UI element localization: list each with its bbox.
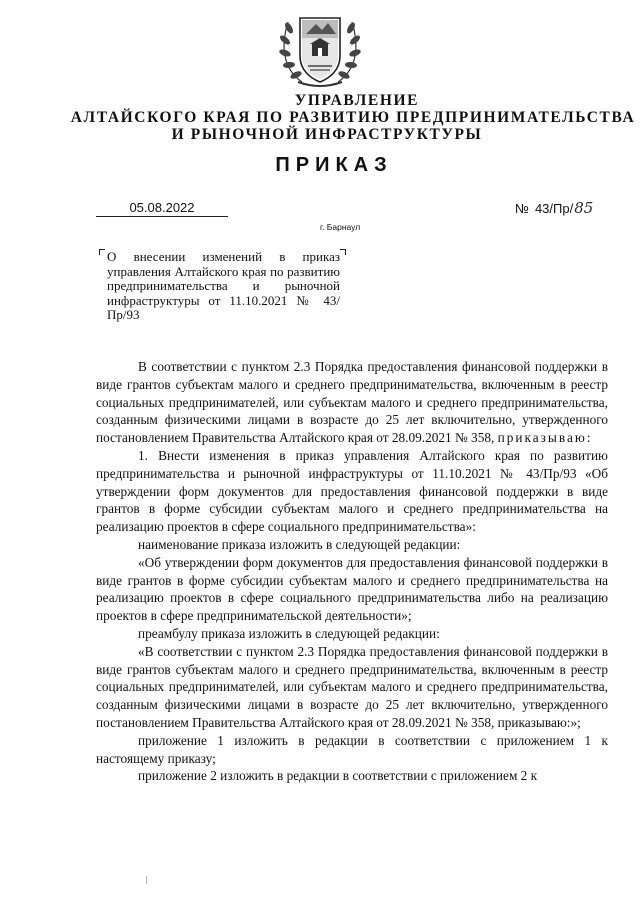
- document-type-title: ПРИКАЗ: [275, 154, 393, 176]
- authority-line-1: УПРАВЛЕНИЕ: [294, 92, 420, 109]
- paragraph-name-change: наименование приказа изложить в следующей редакции:: [138, 536, 461, 552]
- order-body: [96, 358, 608, 785]
- paragraph-appendix-1: приложение 1 изложить в редакции в соответствии с приложением 1 к настоящему приказу;: [96, 732, 608, 766]
- coat-of-arms-emblem: [272, 4, 368, 90]
- subject-bracket-right: [340, 249, 346, 255]
- order-number: [515, 200, 593, 217]
- paragraph-appendix-2: приложение 2 изложить в редакции в соответствии с приложением 2 к: [138, 768, 538, 784]
- city-of-issue: г. Барнаул: [320, 222, 361, 232]
- paragraph-new-preamble: «В соответствии с пунктом 2.3 Порядка предоставления финансовой поддержки в виде грантов субъектам малого и среднего предпринимательства, включенным в реестр социальных предпринимателей, или субъектам малого и среднего предпринимательства, созданным физическими лицами в возрасте до 25 лет включительно, утвержденного постановлением Правительства Алтайского края от 28.09.2021 № 358, приказываю:»;: [96, 643, 608, 730]
- paragraph-new-name: «Об утверждении форм документов для предоставления финансовой поддержки в виде грантов в форме субсидии субъектам малого и среднего предпринимательства на реализацию проектов в сфере социального предпринимательства либо на реализацию проектов в сфере предпринимательской деятельности»;: [96, 554, 608, 624]
- issuing-authority: [0, 92, 640, 143]
- number-handwritten: 85: [574, 199, 594, 217]
- paragraph-preamble: [96, 358, 608, 447]
- paragraph-item-1: 1. Внести изменения в приказ управления Алтайского края по развитию предпринимательства и рыночной инфраструктуры от 11.10.2021 № 43/Пр/93 «Об утверждении форм документов для предоставления финансовой поддержки в виде грантов в форме субсидии субъектам малого и среднего предпринимательства на реализацию проектов в сфере социального предпринимательства»:: [96, 447, 608, 535]
- paragraph-preamble-change: преамбулу приказа изложить в следующей редакции:: [138, 625, 440, 641]
- order-subject: О внесении изменений в приказ управления Алтайского края по развитию предпринимательства и рыночной инфраструктуры от 11.10.2021 № 43/Пр/93: [107, 249, 340, 322]
- preamble-order-word: приказываю:: [497, 430, 593, 446]
- number-sign: №: [515, 201, 529, 216]
- order-date: 05.08.2022: [96, 200, 228, 217]
- subject-bracket-left: [99, 249, 105, 255]
- authority-line-2: АЛТАЙСКОГО КРАЯ ПО РАЗВИТИЮ ПРЕДПРИНИМАТЕЛЬСТВА: [70, 109, 636, 126]
- number-printed: 43/Пр/: [534, 201, 574, 216]
- preamble-text: В соответствии с пунктом 2.3 Порядка предоставления финансовой поддержки в виде грантов субъектам малого и среднего предпринимательства, включенным в реестр социальных предпринимателей, или субъектам малого и среднего предпринимательства, созданным физическими лицами в возрасте до 25 лет включительно, утвержденного постановлением Правительства Алтайского края от 28.09.2021 № 358,: [96, 359, 608, 446]
- authority-line-3: И РЫНОЧНОЙ ИНФРАСТРУКТУРЫ: [171, 126, 483, 143]
- scan-artifact: [146, 876, 147, 884]
